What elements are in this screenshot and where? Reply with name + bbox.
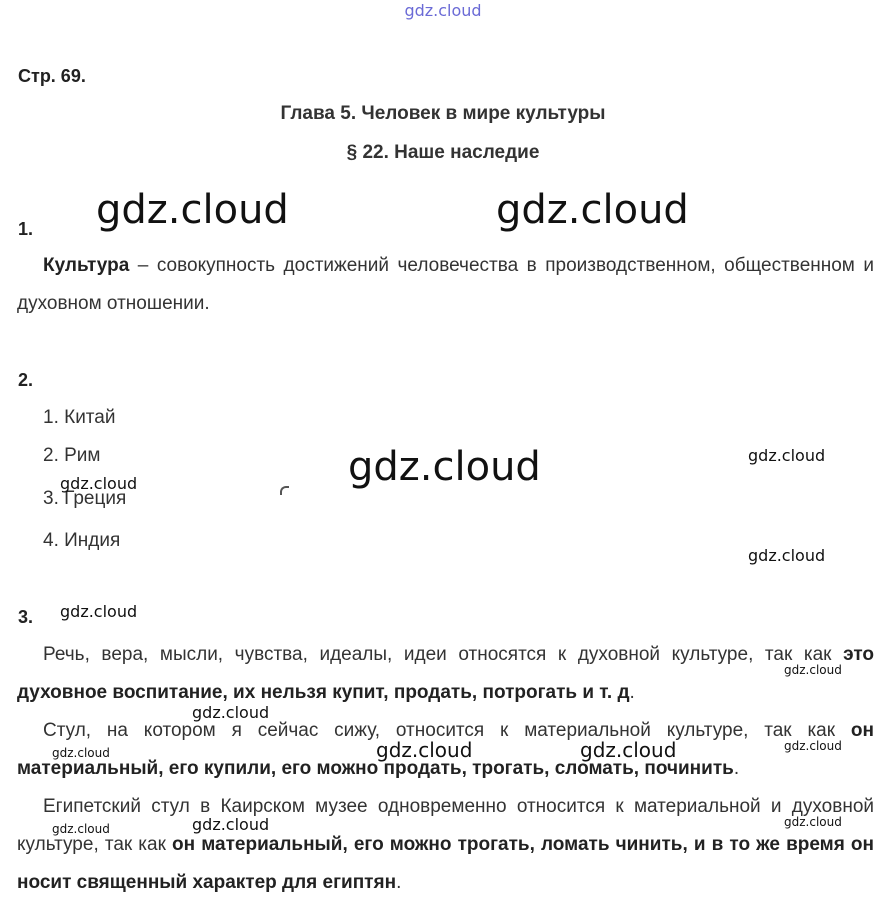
list-item: 3. Греция xyxy=(43,488,127,509)
term-culture: Культура xyxy=(43,255,130,276)
section-title: § 22. Наше наследие xyxy=(346,142,540,163)
list-item: 2. Рим xyxy=(43,445,101,466)
watermark: gdz.cloud xyxy=(192,703,270,722)
watermark: gdz.cloud xyxy=(784,663,842,677)
p3-emphasis: он материальный, его можно трогать, ломать чинить, и в то же время он носит священный характер для египтян xyxy=(17,834,874,893)
watermark: gdz.cloud xyxy=(784,815,842,829)
p2-emphasis: он материальный, его купили, его можно продать, трогать, сломать, починить xyxy=(17,720,874,779)
page-reference: Стр. 69. xyxy=(18,66,86,86)
watermark: gdz.cloud xyxy=(60,474,138,493)
watermark: gdz.cloud xyxy=(748,446,826,465)
watermark: gdz.cloud xyxy=(580,738,677,762)
task-number-3: 3. xyxy=(18,607,34,627)
watermark: gdz.cloud xyxy=(52,822,110,836)
p2-end: . xyxy=(733,758,740,779)
task3-paragraph xyxy=(17,788,874,902)
chapter-title: Глава 5. Человек в мире культуры xyxy=(280,103,606,124)
watermark: gdz.cloud xyxy=(192,815,270,834)
pen-mark xyxy=(280,486,289,495)
task3-answer xyxy=(17,636,874,902)
watermark: gdz.cloud xyxy=(60,602,138,621)
watermark-top[interactable]: gdz.cloud xyxy=(404,1,482,20)
task-number-2: 2. xyxy=(18,370,34,390)
p1-end: . xyxy=(629,682,635,703)
p3-text: Египетский стул в Каирском музее одновременно относится к материальной и духовной культуре, так как xyxy=(17,796,874,855)
task3-paragraph xyxy=(17,636,874,712)
p3-end: . xyxy=(396,872,402,893)
list-item: 4. Индия xyxy=(43,530,121,551)
watermark: gdz.cloud xyxy=(52,746,110,760)
watermark: gdz.cloud xyxy=(96,187,289,233)
p1-emphasis: это духовное воспитание, их нельзя купит, продать, потрогать и т. д xyxy=(17,644,874,703)
task1-answer xyxy=(17,247,874,323)
task-number-1: 1. xyxy=(18,219,34,239)
list-item: 1. Китай xyxy=(43,407,116,428)
watermark: gdz.cloud xyxy=(496,187,689,233)
p1-text: Речь, вера, мысли, чувства, идеалы, идеи относятся к духовной культуре, так как xyxy=(43,644,844,665)
watermark: gdz.cloud xyxy=(376,738,473,762)
watermark: gdz.cloud xyxy=(784,739,842,753)
p2-text: Стул, на котором я сейчас сижу, относится к материальной культуре, так как xyxy=(43,720,851,741)
watermark: gdz.cloud xyxy=(748,546,826,565)
watermark: gdz.cloud xyxy=(348,444,541,490)
term-definition: – совокупность достижений человечества в производственном, общественном и духовном отношении. xyxy=(17,255,874,314)
